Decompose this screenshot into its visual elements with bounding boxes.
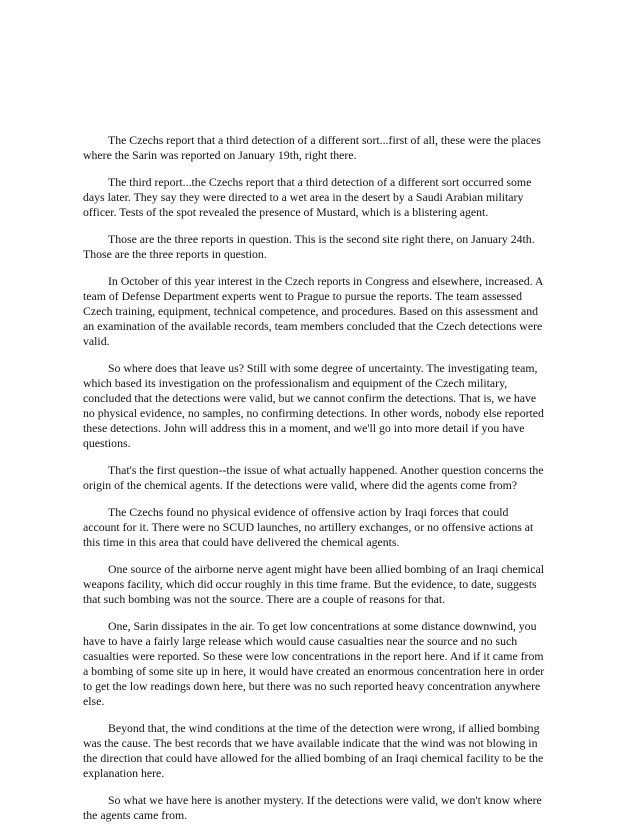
paragraph: So where does that leave us? Still with some degree of uncertainty. The investigating team, which based its investigation on the professionalism and equipment of the Czech military, concluded that the detections were valid, but we cannot confirm the detections. That is, we have no physical evidence, no samples, no confirming detections. In other words, nobody else reported these detections. John will address this in a moment, and we'll go into more detail if you have questions.	[83, 361, 544, 450]
document-body	[83, 133, 545, 835]
paragraph: Beyond that, the wind conditions at the time of the detection were wrong, if allied bombing was the cause. The best records that we have available indicate that the wind was not blowing in the direction that could have allowed for the allied bombing of an Iraqi chemical facility to be the explanation here.	[83, 721, 544, 780]
paragraph: One, Sarin dissipates in the air. To get low concentrations at some distance downwind, you have to have a fairly large release which would cause casualties near the source and no such casualties were reported. So these were low concentrations in the report here. And if it came from a bombing of some site up in here, it would have created an enormous concentration here in order to get the low readings down here, but there was no such reported heavy concentration anywhere else.	[83, 619, 545, 708]
paragraph: So what we have here is another mystery. If the detections were valid, we don't know where the agents came from.	[83, 793, 542, 822]
paragraph: One source of the airborne nerve agent might have been allied bombing of an Iraqi chemical weapons facility, which did occur roughly in this time frame. But the evidence, to date, suggests that such bombing was not the source. There are a couple of reasons for that.	[83, 562, 544, 606]
paragraph: That's the first question--the issue of what actually happened. Another question concerns the origin of the chemical agents. If the detections were valid, where did the agents come from?	[83, 463, 544, 492]
paragraph: In October of this year interest in the Czech reports in Congress and elsewhere, increased. A team of Defense Department experts went to Prague to pursue the reports. The team assessed Czech training, equipment, technical competence, and procedures. Based on this assessment and an examination of the available records, team members concluded that the Czech detections were valid.	[83, 274, 543, 348]
paragraph: The third report...the Czechs report that a third detection of a different sort occurred some days later. They say they were directed to a wet area in the desert by a Saudi Arabian military officer. Tests of the spot revealed the presence of Mustard, which is a blistering agent.	[83, 175, 532, 219]
paragraph: The Czechs report that a third detection of a different sort...first of all, these were the places where the Sarin was reported on January 19th, right there.	[83, 133, 541, 162]
paragraph: Those are the three reports in question. This is the second site right there, on January 24th. Those are the three reports in question.	[83, 232, 535, 261]
paragraph: The Czechs found no physical evidence of offensive action by Iraqi forces that could account for it. There were no SCUD launches, no artillery exchanges, or no offensive actions at this time in this area that could have delivered the chemical agents.	[83, 505, 534, 549]
